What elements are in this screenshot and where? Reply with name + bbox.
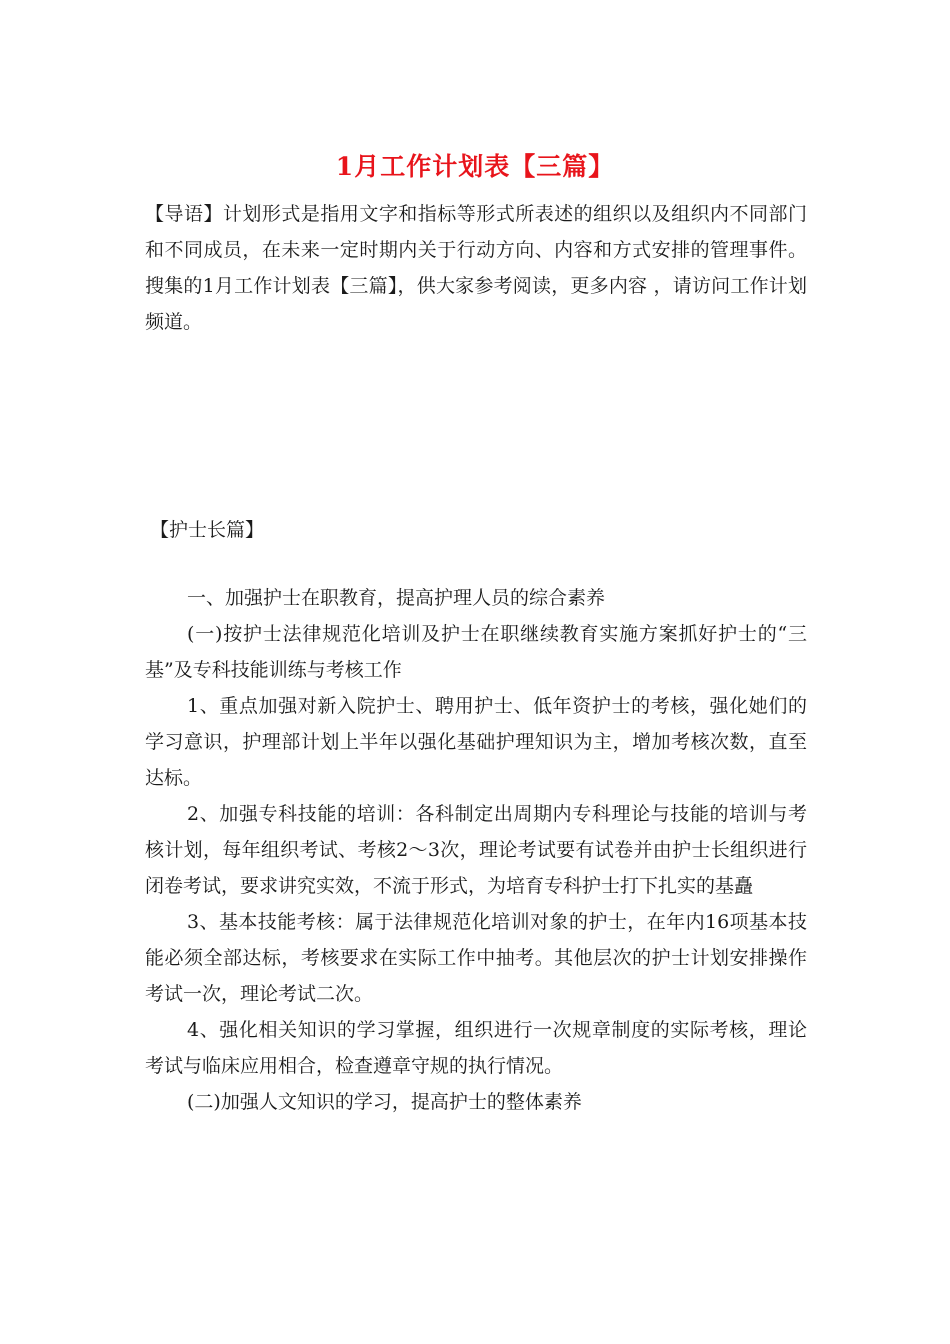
paragraph-item-2: 2、加强专科技能的培训：各科制定出周期内专科理论与技能的培训与考核计划，每年组织考试、考核2～3次，理论考试要有试卷并由护士长组织进行闭卷考试，要求讲究实效，不流于形式，为培育专科护士打下扎实的基矗 bbox=[145, 803, 807, 897]
paragraph-item-3: 3、基本技能考核：属于法律规范化培训对象的护士，在年内16项基本技能必须全部达标，考核要求在实际工作中抽考。其他层次的护士计划安排操作考试一次，理论考试二次。 bbox=[145, 911, 807, 1005]
paragraph-subheading-1: (一)按护士法律规范化培训及护士在职继续教育实施方案抓好护士的“三基”及专科技能训练与考核工作 bbox=[145, 623, 807, 681]
paragraph-item-4: 4、强化相关知识的学习掌握，组织进行一次规章制度的实际考核，理论考试与临床应用相合，检查遵章守规的执行情况。 bbox=[145, 1019, 807, 1077]
section-heading: 【护士长篇】 bbox=[150, 519, 265, 541]
paragraph-subheading-2: (二)加强人文知识的学习，提高护士的整体素养 bbox=[187, 1091, 582, 1113]
paragraph-heading-1: 一、加强护士在职教育，提高护理人员的综合素养 bbox=[187, 587, 606, 609]
paragraph-item-1: 1、重点加强对新入院护士、聘用护士、低年资护士的考核，强化她们的学习意识，护理部计划上半年以强化基础护理知识为主，增加考核次数，直至达标。 bbox=[145, 695, 807, 789]
intro-paragraph: 【导语】计划形式是指用文字和指标等形式所表述的组织以及组织内不同部门和不同成员，在未来一定时期内关于行动方向、内容和方式安排的管理事件。搜集的1月工作计划表【三篇】，供大家参考阅读，更多内容 ，请访问工作计划频道。 bbox=[145, 203, 807, 333]
body-content bbox=[145, 580, 807, 1120]
document-title: 1月工作计划表【三篇】 bbox=[335, 152, 615, 181]
